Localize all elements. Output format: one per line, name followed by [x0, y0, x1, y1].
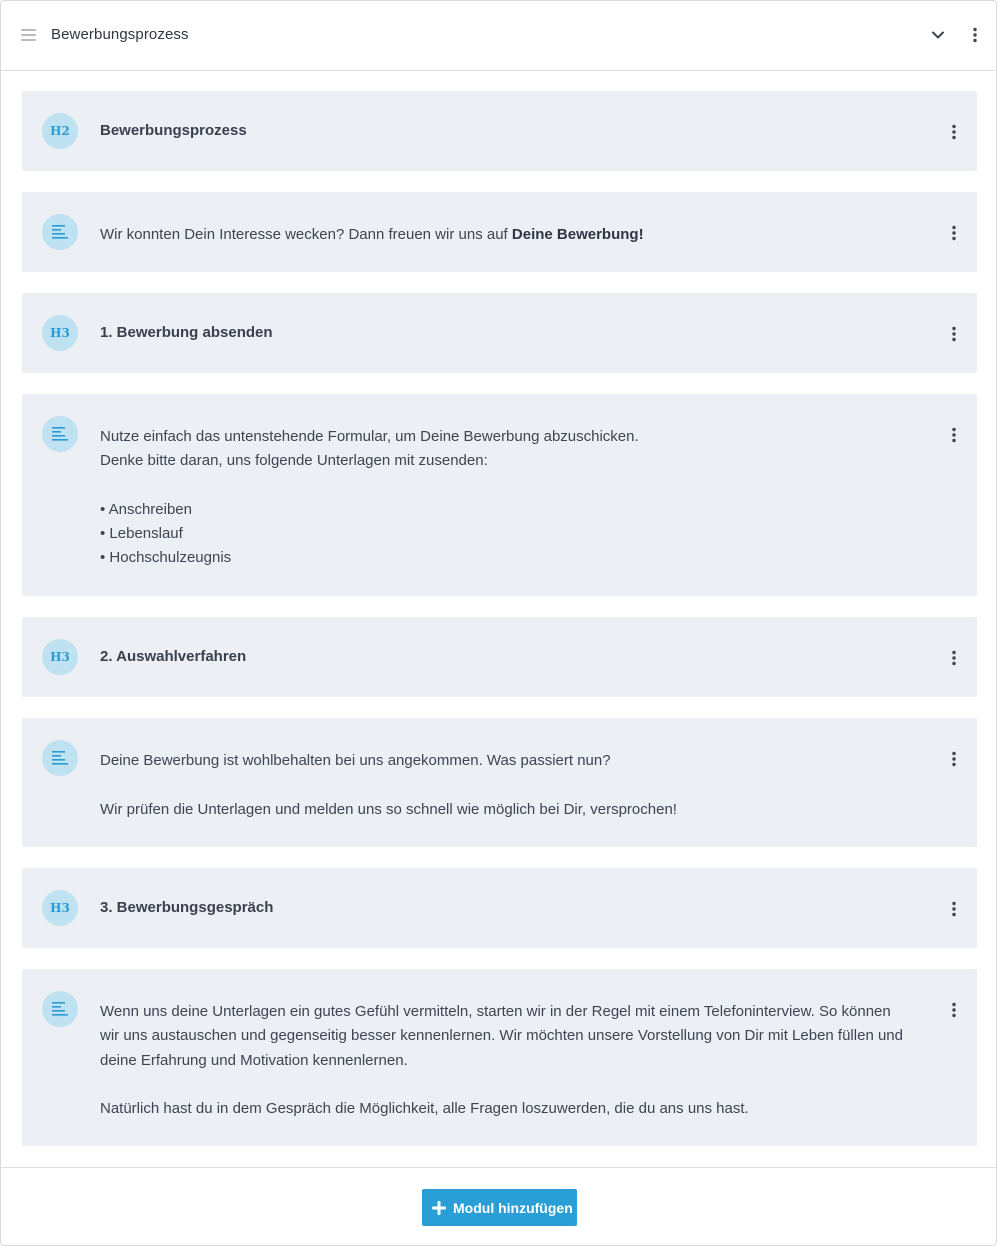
- text-line: Denke bitte daran, uns folgende Unterlagen mit zusenden:: [100, 452, 488, 470]
- kebab-menu-icon[interactable]: [944, 749, 964, 769]
- text-bold: Deine Bewerbung!: [511, 226, 644, 243]
- panel-footer: [1, 1167, 996, 1245]
- text-align-left-icon: [42, 740, 78, 776]
- module-heading[interactable]: [22, 617, 977, 697]
- h3-badge-icon: H3: [42, 890, 78, 926]
- text-line: Nutze einfach das untenstehende Formular, um Deine Bewerbung abzuschicken.: [100, 428, 639, 445]
- text-align-left-icon: [42, 416, 78, 452]
- list-item: • Anschreiben: [100, 500, 192, 518]
- module-heading-text: 2. Auswahlverfahren: [100, 648, 247, 665]
- chevron-down-icon[interactable]: [928, 25, 948, 45]
- text-line: Deine Bewerbung ist wohlbehalten bei uns angekommen. Was passiert nun?: [100, 752, 611, 769]
- module-text-content: [100, 1000, 907, 1121]
- kebab-menu-icon[interactable]: [944, 648, 964, 668]
- module-text[interactable]: [22, 192, 977, 272]
- module-text[interactable]: [22, 394, 977, 596]
- list-item: • Lebenslauf: [100, 525, 183, 543]
- h3-badge-icon: H3: [42, 315, 78, 351]
- kebab-menu-icon[interactable]: [944, 223, 964, 243]
- kebab-menu-icon[interactable]: [944, 1000, 964, 1020]
- text-paragraph: Natürlich hast du in dem Gespräch die Möglichkeit, alle Fragen loszuwerden, die du ans uns hast.: [100, 1100, 749, 1118]
- module-text-content: [100, 223, 907, 247]
- text-paragraph: Wenn uns deine Unterlagen ein gutes Gefühl vermitteln, starten wir in der Regel mit einem Telefoninterview. So können wir uns austauschen und gegenseitig besser kennenlernen. Wir möchten unsere Vorstellung von Dir mit Leben füllen und deine Erfahrung und Motivation kennenlernen.: [100, 1003, 903, 1069]
- plus-icon: [432, 1201, 446, 1215]
- text-line: Wir prüfen die Unterlagen und melden uns so schnell wie möglich bei Dir, versprochen!: [100, 800, 677, 818]
- module-heading-text: 1. Bewerbung absenden: [100, 324, 273, 341]
- module-heading[interactable]: [22, 868, 977, 948]
- kebab-menu-icon[interactable]: [944, 899, 964, 919]
- text-align-left-icon: [42, 991, 78, 1027]
- panel-header: [1, 1, 996, 71]
- module-heading-text: Bewerbungsprozess: [100, 122, 247, 139]
- module-heading[interactable]: [22, 91, 977, 171]
- module-heading-text: 3. Bewerbungsgespräch: [100, 899, 274, 916]
- module-text[interactable]: [22, 969, 977, 1146]
- list-item: • Hochschulzeugnis: [100, 549, 232, 567]
- h3-badge-icon: H3: [42, 639, 78, 675]
- hamburger-icon[interactable]: [21, 29, 36, 41]
- module-text[interactable]: [22, 718, 977, 847]
- add-module-label: Modul hinzufügen: [453, 1199, 573, 1216]
- text-align-left-icon: [42, 214, 78, 250]
- text-line: Wir konnten Dein Interesse wecken? Dann freuen wir uns auf: [100, 226, 512, 243]
- kebab-menu-icon[interactable]: [965, 25, 985, 45]
- kebab-menu-icon[interactable]: [944, 425, 964, 445]
- add-module-button[interactable]: [422, 1189, 577, 1226]
- kebab-menu-icon[interactable]: [944, 122, 964, 142]
- panel-title: Bewerbungsprozess: [51, 26, 189, 43]
- kebab-menu-icon[interactable]: [944, 324, 964, 344]
- module-heading[interactable]: [22, 293, 977, 373]
- module-text-content: [100, 425, 907, 571]
- h2-badge-icon: H2: [42, 113, 78, 149]
- module-text-content: [100, 749, 907, 822]
